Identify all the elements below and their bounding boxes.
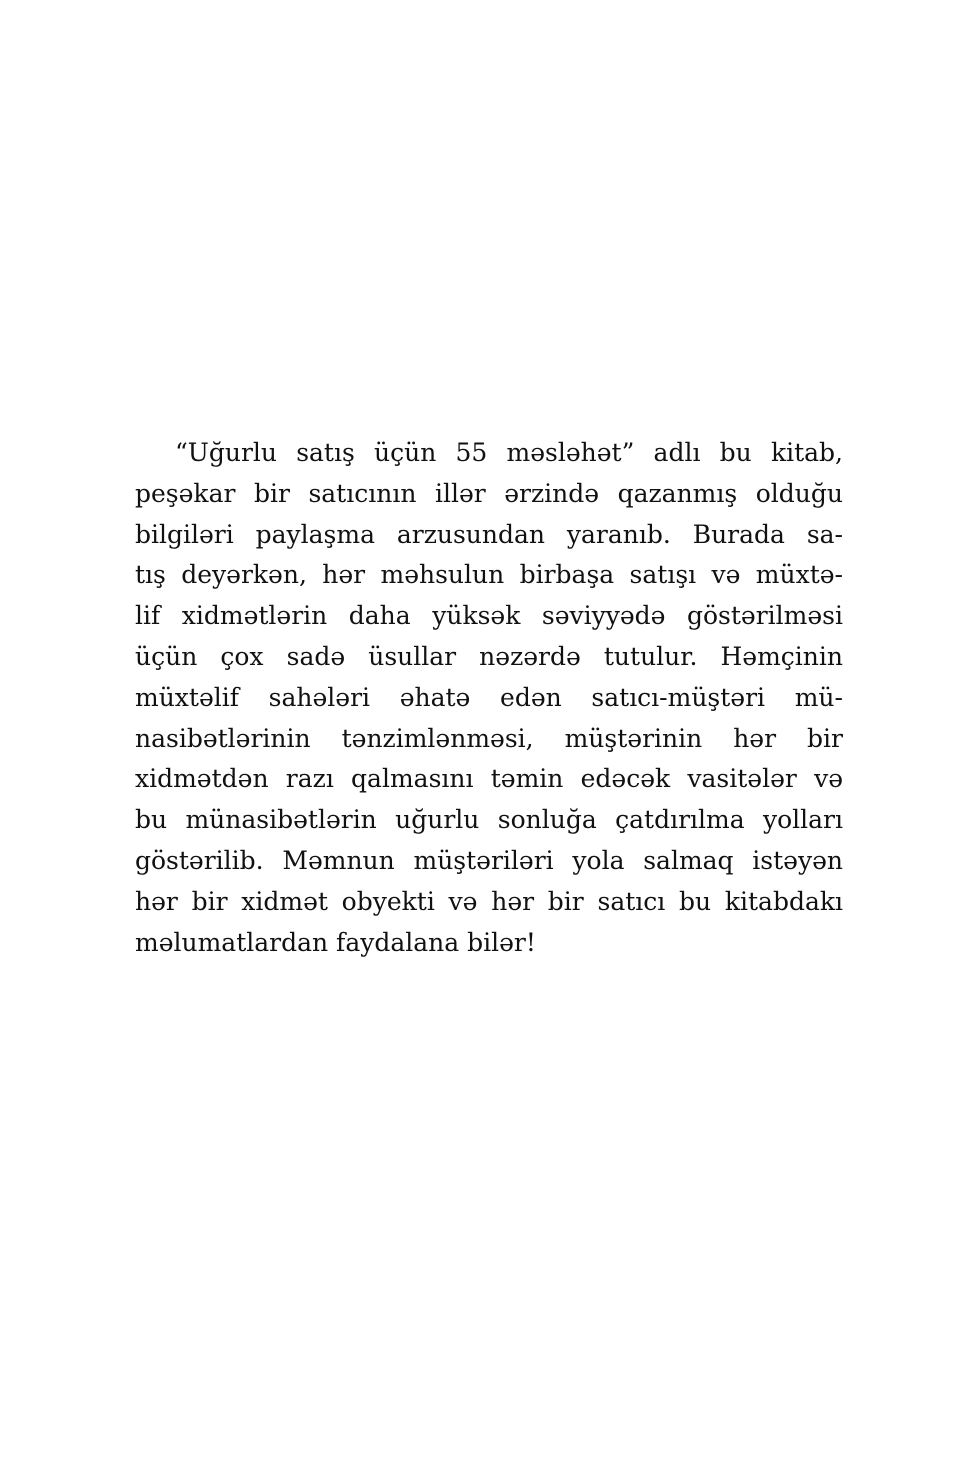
paragraph-line: üçün çox sadə üsullar nəzərdə tutulur. Həmçinin	[135, 641, 843, 671]
paragraph-line: bilgiləri paylaşma arzusundan yaranıb. Burada sa-	[135, 519, 843, 549]
paragraph-line: lif xidmətlərin daha yüksək səviyyədə göstərilməsi	[135, 601, 843, 631]
body-paragraph	[135, 433, 843, 963]
paragraph-line: göstərilib. Məmnun müştəriləri yola salmaq istəyən	[135, 845, 843, 875]
paragraph-line: məlumatlardan faydalana bilər!	[135, 927, 536, 957]
paragraph-line: tış deyərkən, hər məhsulun birbaşa satışı və müxtə-	[135, 560, 843, 590]
paragraph-line: bu münasibətlərin uğurlu sonluğa çatdırılma yolları	[135, 805, 843, 835]
paragraph-line: müxtəlif sahələri əhatə edən satıcı-müştəri mü-	[135, 682, 843, 712]
paragraph-line: nasibətlərinin tənzimlənməsi, müştərinin hər bir	[135, 723, 843, 753]
paragraph-line: hər bir xidmət obyekti və hər bir satıcı bu kitabdakı	[135, 886, 843, 916]
paragraph-line: xidmətdən razı qalmasını təmin edəcək vasitələr və	[135, 764, 843, 794]
paragraph-line: “Uğurlu satış üçün 55 məsləhət” adlı bu kitab,	[175, 438, 843, 467]
paragraph-line: peşəkar bir satıcının illər ərzində qazanmış olduğu	[135, 478, 843, 508]
